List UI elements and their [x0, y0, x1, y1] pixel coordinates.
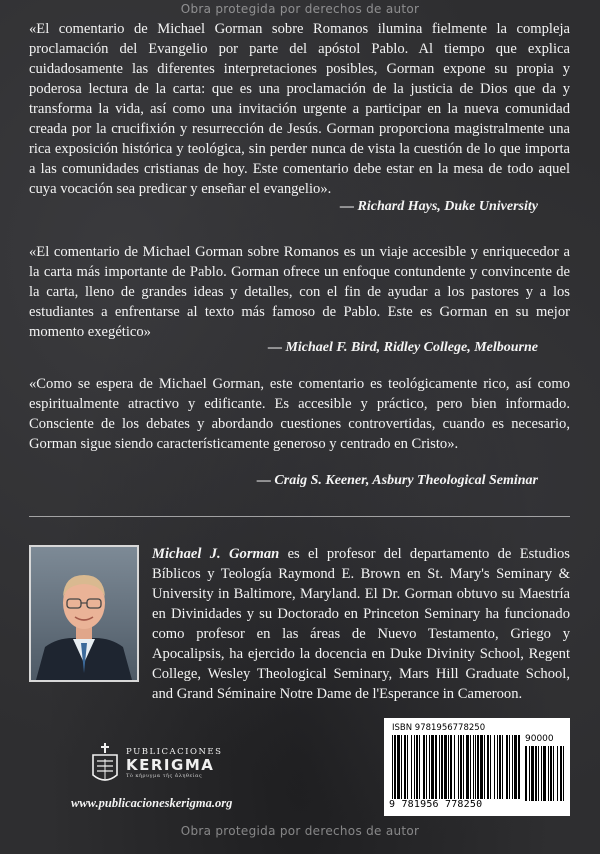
author-bio-text: es el profesor del departamento de Estudios Bíblicos y Teología Raymond E. Brown en St. Mary's Seminary & University in Baltimore, Maryland. El Dr. Gorman obtuvo su Maestría en Divinidades y su Doctorado en Princeton Seminary ha funcionado como profesor en las áreas de Nuevo Testamento, Griego y Apocalipsis, ha ejercido la docencia en Duke Divinity School, Regent College, Wesley Theological Seminary, Mars Hill Graduate School, and Grand Séminaire Notre Dame de l'Esperance in Cameroon. [152, 546, 570, 702]
watermark-top: Obra protegida por derechos de autor [180, 2, 420, 16]
section-divider [29, 516, 570, 517]
author-photo [29, 545, 139, 682]
endorsement-quote-3: «Como se espera de Michael Gorman, este comentario es teológicamente rico, así como espiritualmente atractivo y edificante. Es accesible y práctico, pero bien informado. Consciente de los debates y abordando cuestiones controvertidas, cuando es necesario, Gorman sigue siendo característicamente generoso y centrado en Cristo». [29, 376, 570, 452]
publisher-name: KERIGMA [126, 756, 215, 774]
endorsement-attribution-1: — Richard Hays, Duke University [340, 199, 538, 214]
endorsement-attribution-2: — Michael F. Bird, Ridley College, Melbourne [267, 340, 538, 355]
endorsement-attribution-3: — Craig S. Keener, Asbury Theological Seminar [256, 473, 538, 488]
publisher-logo [90, 738, 230, 788]
publisher-url: www.publicacioneskerigma.org [71, 796, 233, 810]
price-code: 90000 [525, 734, 554, 744]
barcode-bars [392, 735, 522, 799]
watermark-bottom: Obra protegida por derechos de autor [180, 824, 420, 838]
endorsement-quote-1: «El comentario de Michael Gorman sobre Romanos ilumina fielmente la compleja proclamación del Evangelio por parte del apóstol Pablo. Al tiempo que explica cuidadosamente las diferentes interpretaciones posibles, Gorman expone su propia y poderosa lectura de la carta: que es una proclamación de la justicia de Dios que da y transforma la vida, así como una invitación urgente a participar en la nueva comunidad creada por la crucifixión y resurrección de Jesús. Gorman proporciona magistralmente una rica exposición histórica y teológica, sin perder nunca de vista la cuestión de lo que importa a las comunidades cristianas de hoy. Este comentario debe estar en la mesa de todo aquel cuya vocación sea predicar y enseñar el evangelio». [29, 21, 570, 197]
publisher-tagline: Τὸ κήρυγμα τῆς ἀληθείας [126, 773, 203, 779]
isbn-label: ISBN 9781956778250 [392, 723, 486, 733]
addon-barcode-bars [525, 746, 565, 801]
author-name: Michael J. Gorman [152, 546, 280, 562]
endorsement-quote-2: «El comentario de Michael Gorman sobre Romanos es un viaje accesible y enriquecedor a la carta más importante de Pablo. Gorman ofrece un enfoque contundente y convincente de la carta, lleno de grandes ideas y detalles, con el fin de ayudar a los pastores y a los estudiantes a enfrentarse al texto más famoso de Pablo. Este es Gorman en su mejor momento exegético» [29, 244, 570, 340]
author-bio [152, 544, 570, 704]
publisher-line1: PUBLICACIONES [126, 747, 223, 757]
isbn-barcode [384, 718, 570, 816]
isbn-digits: 9 781956 778250 [389, 799, 483, 810]
publisher-emblem-icon [90, 741, 120, 785]
